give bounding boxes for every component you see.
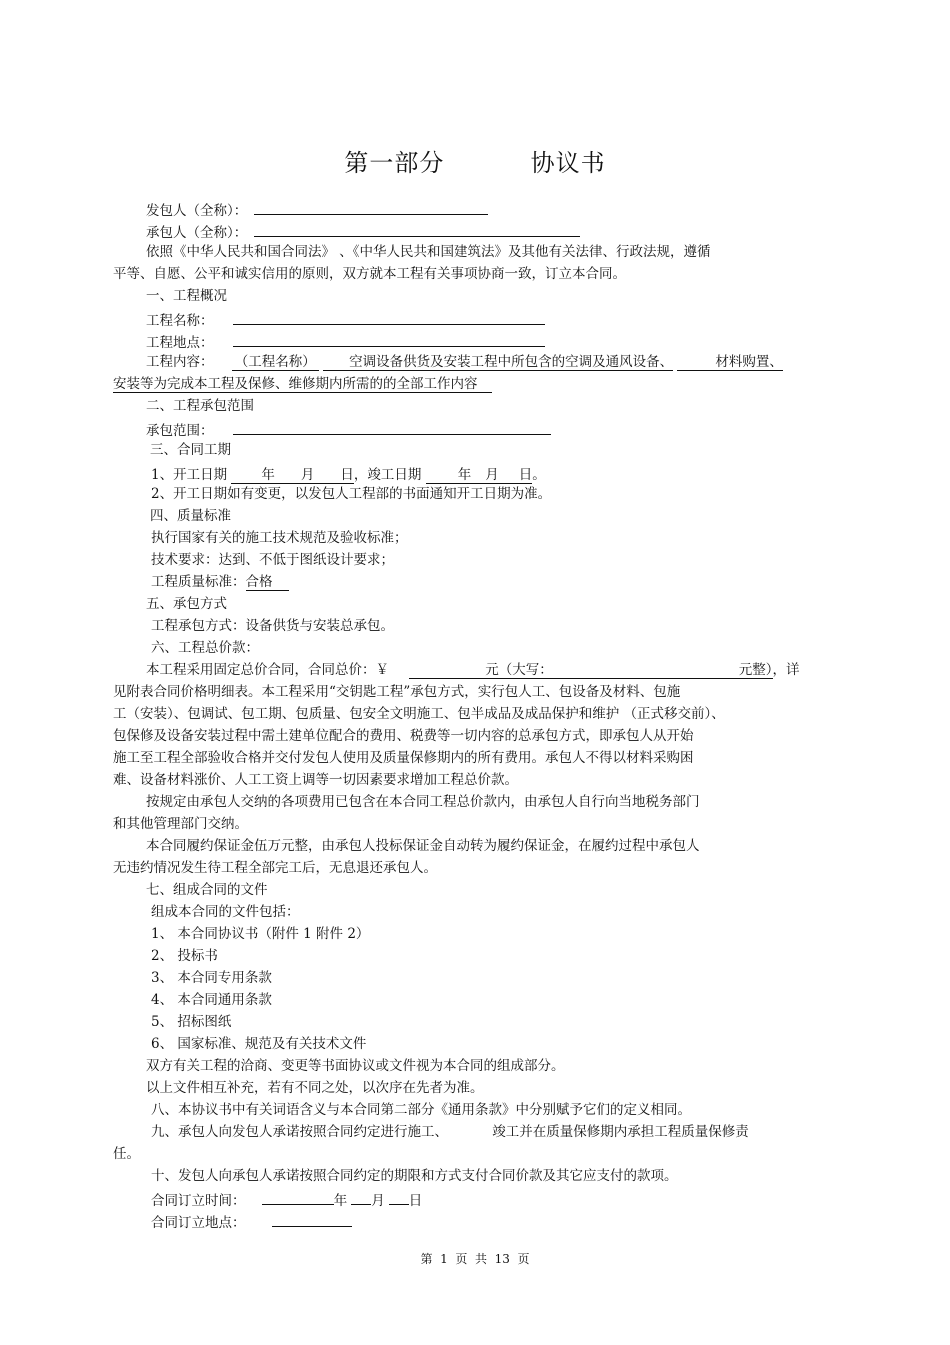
signing-day-label: 日 <box>408 1193 423 1209</box>
price-row <box>146 662 800 678</box>
section-8-line: 八、本协议书中有关词语含义与本合同第二部分《通用条款》中分别赋予它们的定义相同。 <box>151 1102 691 1118</box>
quality-standard-row <box>151 574 289 590</box>
documents-para-2: 以上文件相互补充，若有不同之处，以次序在先者为准。 <box>146 1080 484 1096</box>
signing-place-blank <box>272 1212 352 1227</box>
section-2-heading: 二、工程承包范围 <box>146 398 254 414</box>
project-name-row <box>146 310 545 329</box>
contractor-row <box>146 222 580 241</box>
document-item-3: 3、 本合同专用条款 <box>151 970 272 986</box>
signing-place-row <box>151 1212 352 1231</box>
contractor-label: 承包人（全称）： <box>146 225 248 241</box>
signing-year-label: 年 <box>333 1193 348 1209</box>
fees-para-line-1: 按规定由承包人交纳的各项费用已包含在本合同工程总价款内，由承包人自行向当地税务部门 <box>146 794 700 810</box>
project-name-label: 工程名称： <box>146 313 214 329</box>
section-4-heading: 四、质量标准 <box>150 508 231 524</box>
project-content-row <box>146 354 783 370</box>
bond-para-line-2: 无违约情况发生待工程全部完工后，无息退还承包人。 <box>113 860 437 876</box>
price-para-line-5: 施工至工程全部验收合格并交付发包人使用及质量保修期内的所有费用。承包人不得以材料采购困 <box>113 750 694 766</box>
project-name-blank <box>233 310 545 325</box>
signing-month-label: 月 <box>371 1193 385 1209</box>
page-footer: 第 1 页 共 13 页 <box>420 1252 530 1266</box>
project-location-label: 工程地点： <box>146 335 214 351</box>
signing-year-blank <box>262 1190 334 1205</box>
signing-month-blank <box>351 1190 371 1205</box>
project-location-row <box>146 332 545 351</box>
section-5-heading: 五、承包方式 <box>146 596 227 612</box>
date-period: 。 <box>532 467 546 483</box>
document-item-2: 2、 投标书 <box>151 948 218 964</box>
start-date-field: 年 月 日 <box>231 467 354 484</box>
signing-place-label: 合同订立地点： <box>151 1215 246 1231</box>
section-9-line-2: 任。 <box>113 1146 140 1162</box>
contractor-blank <box>254 222 580 237</box>
section-9-line-1 <box>151 1124 749 1140</box>
section-6-heading: 六、工程总价款： <box>151 640 259 656</box>
project-content-part-c: 材料购置、 <box>677 354 783 371</box>
document-item-5: 5、 招标图纸 <box>151 1014 232 1030</box>
project-content-label: 工程内容： <box>146 354 214 370</box>
signing-day-blank <box>389 1190 409 1205</box>
documents-lead: 组成本合同的文件包括： <box>151 904 300 920</box>
signing-time-row <box>151 1190 422 1209</box>
section-3-heading: 三、合同工期 <box>150 442 231 458</box>
fees-para-line-2: 和其他管理部门交纳。 <box>113 816 248 832</box>
contract-mode-line: 工程承包方式：设备供货与安装总承包。 <box>151 618 394 634</box>
price-amount-field: 元（大写： <box>409 662 553 679</box>
document-item-1: 1、 本合同协议书（附件 1 附件 2） <box>151 926 370 942</box>
project-content-line-2 <box>113 376 492 392</box>
price-para-line-2: 见附表合同价格明细表。本工程采用“交钥匙工程”承包方式，实行包人工、包设备及材料、包施 <box>113 684 681 700</box>
scope-blank <box>233 420 551 435</box>
start-date-label: 1、开工日期 <box>151 467 228 483</box>
project-content-part-d: 安装等为完成本工程及保修、维修期内所需的的全部工作内容 <box>113 376 492 393</box>
project-location-blank <box>233 332 545 347</box>
quality-standard-label: 工程质量标准： <box>151 574 246 590</box>
document-item-6: 6、 国家标准、规范及有关技术文件 <box>151 1036 367 1052</box>
quality-line-1: 执行国家有关的施工技术规范及验收标准； <box>151 530 408 546</box>
section-10-line: 十、发包人向承包人承诺按照合同约定的期限和方式支付合同价款及其它应支付的款项。 <box>151 1168 678 1184</box>
project-content-part-a: （工程名称） <box>232 354 319 371</box>
page-title: 第一部分 协议书 <box>344 149 606 177</box>
price-label: 本工程采用固定总价合同，合同总价：￥ <box>146 662 389 678</box>
signing-time-label: 合同订立时间： <box>151 1193 246 1209</box>
bond-para-line-1: 本合同履约保证金伍万元整，由承包人投标保证金自动转为履约保证金，在履约过程中承包人 <box>146 838 700 854</box>
price-para-line-4: 包保修及设备安装过程中需土建单位配合的费用、税费等一切内容的总承包方式，即承包人从开始 <box>113 728 694 744</box>
scope-label: 承包范围： <box>146 423 214 439</box>
section-9-part-b: 竣工并在质量保修期内承担工程质量保修责 <box>492 1124 749 1140</box>
finish-date-field: 年 月 日 <box>426 467 533 484</box>
employer-label: 发包人（全称）： <box>146 203 248 219</box>
document-item-4: 4、 本合同通用条款 <box>151 992 272 1008</box>
section-1-heading: 一、工程概况 <box>146 288 227 304</box>
employer-blank <box>254 200 488 215</box>
intro-line-1: 依照《中华人民共和国合同法》 、《中华人民共和国建筑法》及其他有关法律、行政法规，遵循 <box>146 244 711 260</box>
project-content-part-b: 空调设备供货及安装工程中所包含的空调及通风设备、 <box>323 354 673 371</box>
price-para-line-3: 工（安装）、包调试、包工期、包质量、包安全文明施工、包半成品及成品保护和维护 （正式移交前）、 <box>113 706 725 722</box>
section-7-heading: 七、组成合同的文件 <box>146 882 268 898</box>
finish-date-label: ，竣工日期 <box>353 467 422 483</box>
price-para-line-6: 难、设备材料涨价、人工工资上调等一切因素要求增加工程总价款。 <box>113 772 518 788</box>
intro-line-2: 平等、自愿、公平和诚实信用的原则，双方就本工程有关事项协商一致，订立本合同。 <box>113 266 626 282</box>
quality-standard-value: 合格 <box>246 574 289 591</box>
employer-row <box>146 200 488 219</box>
price-words-field: 元整） <box>553 662 773 679</box>
quality-line-2: 技术要求：达到、不低于图纸设计要求； <box>151 552 394 568</box>
documents-para-1: 双方有关工程的洽商、变更等书面协议或文件视为本合同的组成部分。 <box>146 1058 565 1074</box>
section-9-part-a: 九、承包人向发包人承诺按照合同约定进行施工、 <box>151 1124 448 1140</box>
price-tail: ，详 <box>772 662 800 678</box>
schedule-dates-row <box>151 465 546 483</box>
scope-row <box>146 420 551 439</box>
schedule-item-2: 2、开工日期如有变更，以发包人工程部的书面通知开工日期为准。 <box>151 486 552 502</box>
